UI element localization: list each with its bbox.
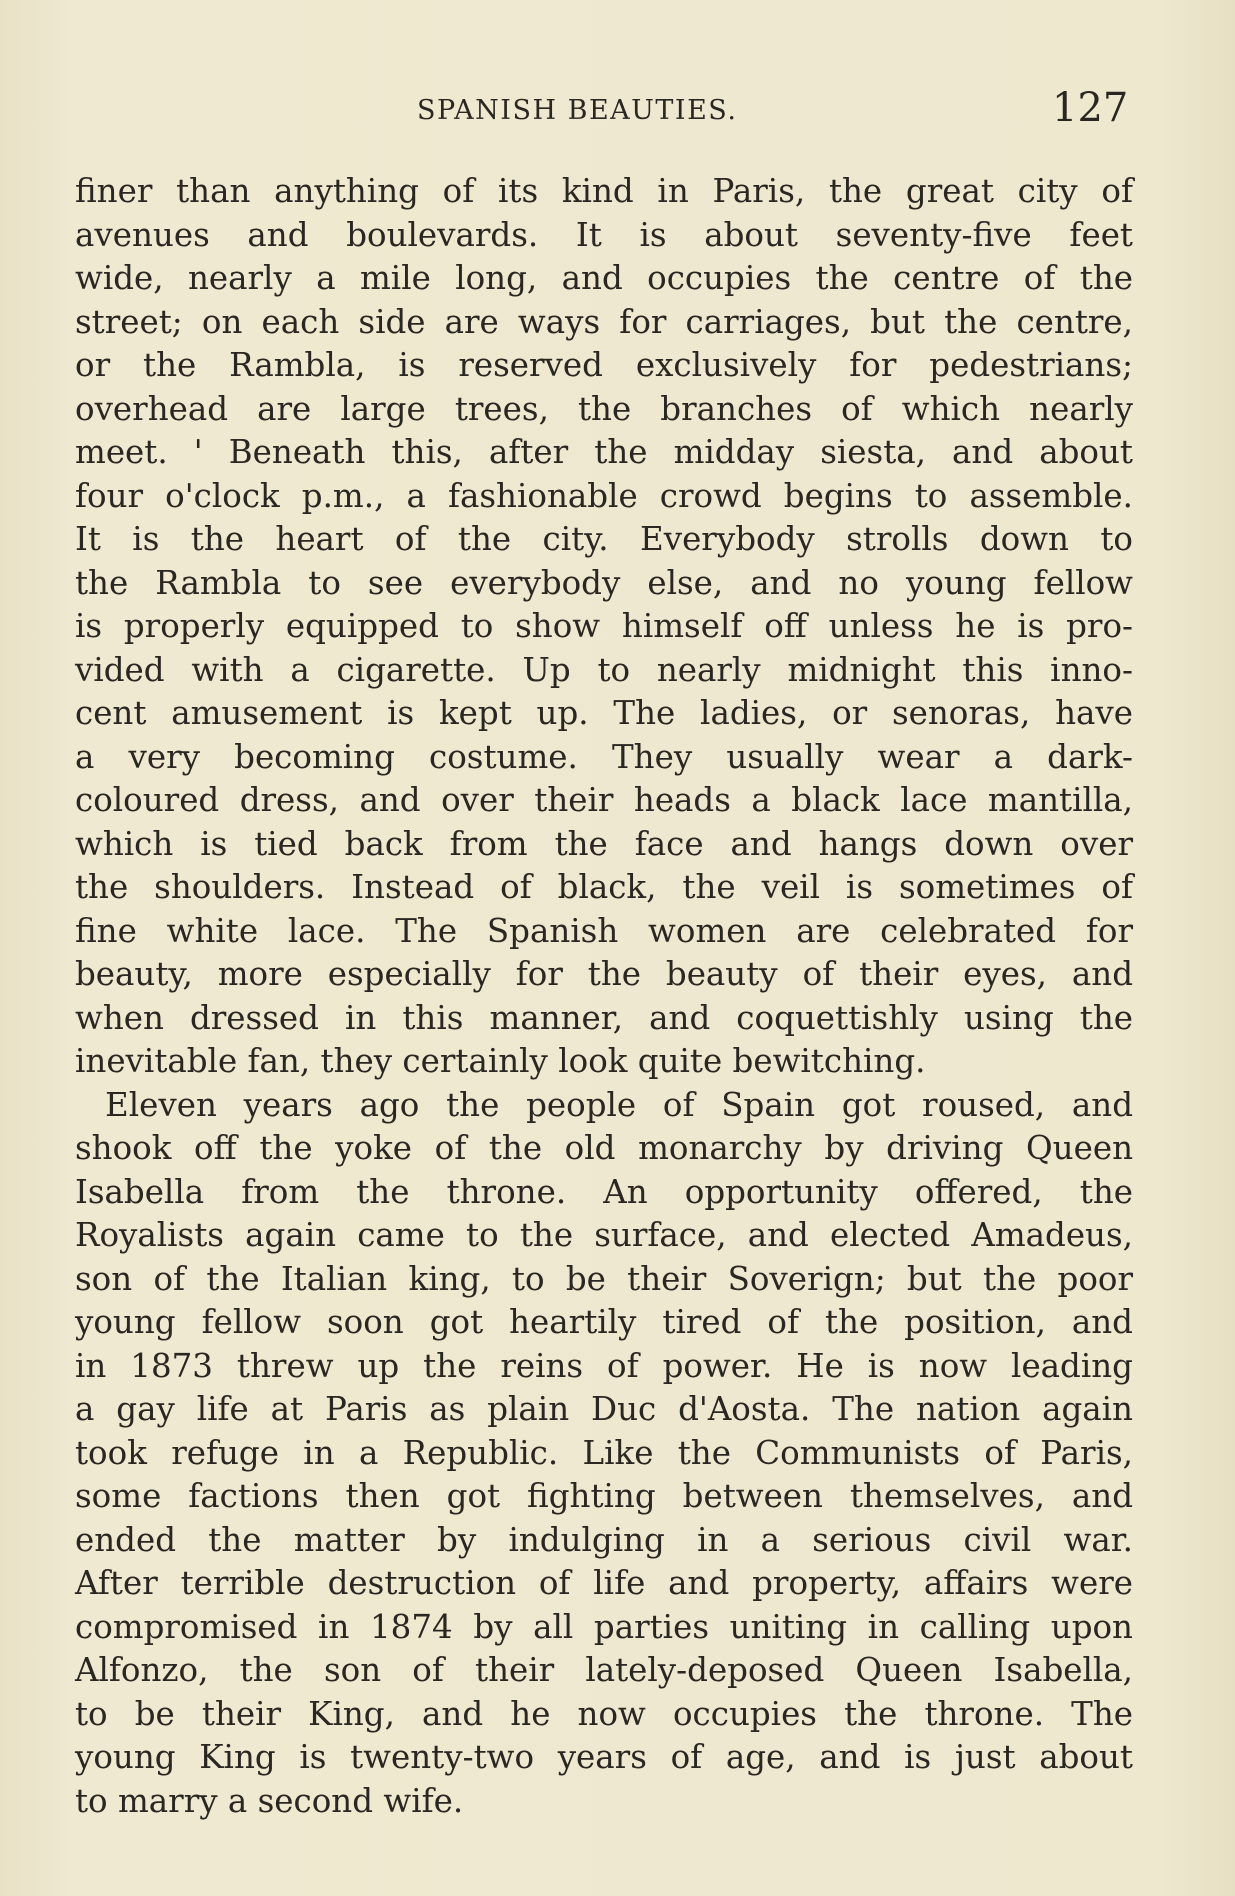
text-line: the Rambla to see everybody else, and no young fellow <box>75 563 1133 602</box>
text-line: which is tied back from the face and hangs down over <box>75 824 1133 863</box>
text-line: Isabella from the throne. An opportunity offered, the <box>75 1172 1133 1211</box>
text-line: some factions then got fighting between themselves, and <box>75 1477 1133 1515</box>
text-line: coloured dress, and over their heads a black lace mantilla, <box>75 781 1133 819</box>
page-number: 127 <box>1052 85 1129 131</box>
text-line: It is the heart of the city. Everybody strolls down to <box>75 520 1133 558</box>
text-line: overhead are large trees, the branches of which nearly <box>75 389 1133 428</box>
text-line: young fellow soon got heartily tired of the position, and <box>75 1303 1133 1341</box>
text-line: a very becoming costume. They usually wear a dark- <box>75 737 1133 776</box>
running-head-title: SPANISH BEAUTIES. <box>417 95 738 126</box>
text-line: is properly equipped to show himself off unless he is pro- <box>75 607 1133 645</box>
paragraph-end-line: to marry a second wife. <box>75 1781 464 1820</box>
text-line: son of the Italian king, to be their Soverign; but the poor <box>75 1259 1133 1298</box>
paragraph-start-line: Eleven years ago the people of Spain got roused, and <box>105 1085 1133 1124</box>
paragraph-end-line: inevitable fan, they certainly look quite bewitching. <box>75 1042 926 1080</box>
text-line: ended the matter by indulging in a serious civil war. <box>75 1520 1133 1559</box>
text-line: or the Rambla, is reserved exclusively for pedestrians; <box>75 346 1133 384</box>
text-line: the shoulders. Instead of black, the veil is sometimes of <box>75 868 1133 906</box>
text-line: shook off the yoke of the old monarchy by driving Queen <box>75 1129 1133 1167</box>
text-line: fine white lace. The Spanish women are celebrated for <box>75 911 1133 950</box>
text-line: took refuge in a Republic. Like the Communists of Paris, <box>75 1433 1133 1472</box>
text-line: four o'clock p.m., a fashionable crowd begins to assemble. <box>75 476 1133 515</box>
body-text <box>75 170 1133 1823</box>
text-line: avenues and boulevards. It is about seventy-five feet <box>75 215 1133 254</box>
text-line: Royalists again came to the surface, and elected Amadeus, <box>75 1216 1133 1254</box>
text-line: finer than anything of its kind in Paris, the great city of <box>75 172 1133 210</box>
text-line: in 1873 threw up the reins of power. He is now leading <box>75 1346 1133 1385</box>
running-head <box>0 85 1235 135</box>
text-line: street; on each side are ways for carriages, but the centre, <box>75 302 1133 341</box>
text-line: beauty, more especially for the beauty of their eyes, and <box>75 955 1133 993</box>
text-line: Alfonzo, the son of their lately-deposed Queen Isabella, <box>75 1651 1133 1689</box>
text-line: when dressed in this manner, and coquettishly using the <box>75 998 1133 1037</box>
text-line: compromised in 1874 by all parties uniting in calling upon <box>75 1607 1133 1646</box>
text-line: wide, nearly a mile long, and occupies the centre of the <box>75 259 1133 297</box>
text-line: cent amusement is kept up. The ladies, or senoras, have <box>75 694 1133 732</box>
text-line: young King is twenty-two years of age, and is just about <box>75 1738 1133 1776</box>
text-line: meet. ' Beneath this, after the midday siesta, and about <box>75 433 1133 471</box>
text-line: a gay life at Paris as plain Duc d'Aosta. The nation again <box>75 1390 1133 1428</box>
text-line: After terrible destruction of life and property, affairs were <box>75 1564 1133 1602</box>
text-line: to be their King, and he now occupies the throne. The <box>75 1694 1133 1733</box>
text-line: vided with a cigarette. Up to nearly midnight this inno- <box>75 650 1133 689</box>
